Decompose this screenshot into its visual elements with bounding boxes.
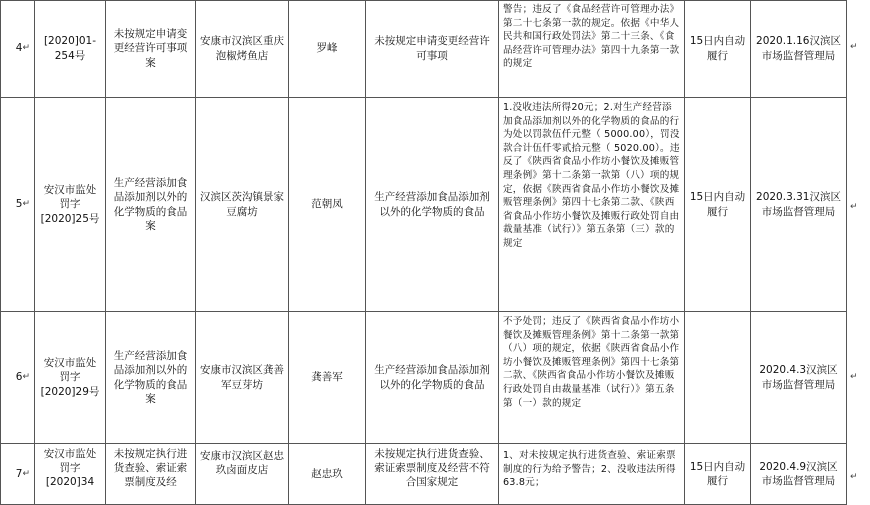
violation-fact: 未按规定执行进货查验、索证索票制度及经营不符合国家规定 <box>374 448 490 489</box>
case-name: 未按规定执行进货查验、索证索票制度及经 <box>113 448 188 489</box>
party-name: 汉滨区茨沟镇景家豆腐坊 <box>200 191 284 218</box>
case-name: 生产经营添加食品添加剂以外的化学物质的食品案 <box>113 350 188 405</box>
row-number: 7 ↵ <box>15 467 30 480</box>
violation-fact: 未按规定申请变更经营许可事项 <box>374 35 490 62</box>
row-number: 6 ↵ <box>15 371 30 384</box>
row-end-mark: ↵ <box>850 42 858 52</box>
legal-representative: 范朝凤 <box>311 198 343 211</box>
case-name: 生产经营添加食品添加剂以外的化学物质的食品案 <box>113 177 188 232</box>
legal-representative: 罗峰 <box>316 42 338 55</box>
penalty-content: 警告；违反了《食品经营许可管理办法》第二十七条第一款的规定。依据《中华人民共和国行政处罚法》第二十三条、《食品经营许可管理办法》第四十九条第一款的规定 <box>503 4 680 70</box>
penalty-content: 1、对未按规定执行进货查验、索证索票制度的行为给予警告；2、没收违法所得63.8元； <box>503 450 676 489</box>
document-number: 安汉市监处罚字[2020]25号 <box>40 184 100 225</box>
party-name: 安康市汉滨区赵忠玖卤面皮店 <box>200 450 284 477</box>
legal-representative: 龚善军 <box>311 371 343 384</box>
row-end-mark: ↵ <box>850 202 858 212</box>
row-end-mark: ↵ <box>850 472 858 482</box>
party-name: 安康市汉滨区龚善军豆芽坊 <box>200 364 284 391</box>
document-number: 安汉市监处罚字[2020]29号 <box>40 357 100 398</box>
row-number: 5 ↵ <box>15 198 30 211</box>
violation-fact: 生产经营添加食品添加剂以外的化学物质的食品 <box>374 364 490 391</box>
penalty-content: 1.没收违法所得20元；2.对生产经营添加食品添加剂以外的化学物质的食品的行为处以罚款伍仟元整（ 5000.00），罚没款合计伍仟零贰拾元整（ 5020.00）。违反了《陕西省食品小作坊小餐饮及摊贩管理条例》第十二条第一款第（八）项的规定，依据《陕西省食品小作坊小餐饮及摊贩管理条例》第四十七条第二款、《陕西省食品小作坊小餐饮及摊贩行政处罚自由裁量基准（试行）》第五条第（三）款的规定 <box>503 102 680 249</box>
performance-method: 15日内自动履行 <box>689 35 746 62</box>
decision-date-organ: 2020.4.9汉滨区市场监督管理局 <box>759 460 838 487</box>
row-end-mark: ↵ <box>850 372 858 382</box>
penalty-content: 不予处罚；违反了《陕西省食品小作坊小餐饮及摊贩管理条例》第十二条第一款第（八）项的规定，依据《陕西省食品小作坊小餐饮及摊贩管理条例》第四十七条第二款、《陕西省食品小作坊小餐饮及摊贩行政处罚自由裁量基准（试行）》第五条第（一）款的规定 <box>503 316 680 409</box>
case-name: 未按规定申请变更经营许可事项案 <box>113 28 188 69</box>
legal-representative: 赵忠玖 <box>311 467 343 480</box>
performance-method: 15日内自动履行 <box>689 460 746 487</box>
decision-date-organ: 2020.4.3汉滨区市场监督管理局 <box>759 364 838 391</box>
performance-method <box>685 312 750 443</box>
performance-method: 15日内自动履行 <box>689 191 746 218</box>
party-name: 安康市汉滨区重庆泡椒烤鱼店 <box>200 35 284 62</box>
decision-date-organ: 2020.3.31汉滨区市场监督管理局 <box>756 191 841 218</box>
row-number: 4 ↵ <box>15 42 30 55</box>
document-number: [2020]01-254号 <box>43 35 97 62</box>
violation-fact: 生产经营添加食品添加剂以外的化学物质的食品 <box>374 191 490 218</box>
decision-date-organ: 2020.1.16汉滨区市场监督管理局 <box>756 35 841 62</box>
document-number: 安汉市监处罚字[2020]34 <box>43 448 97 489</box>
